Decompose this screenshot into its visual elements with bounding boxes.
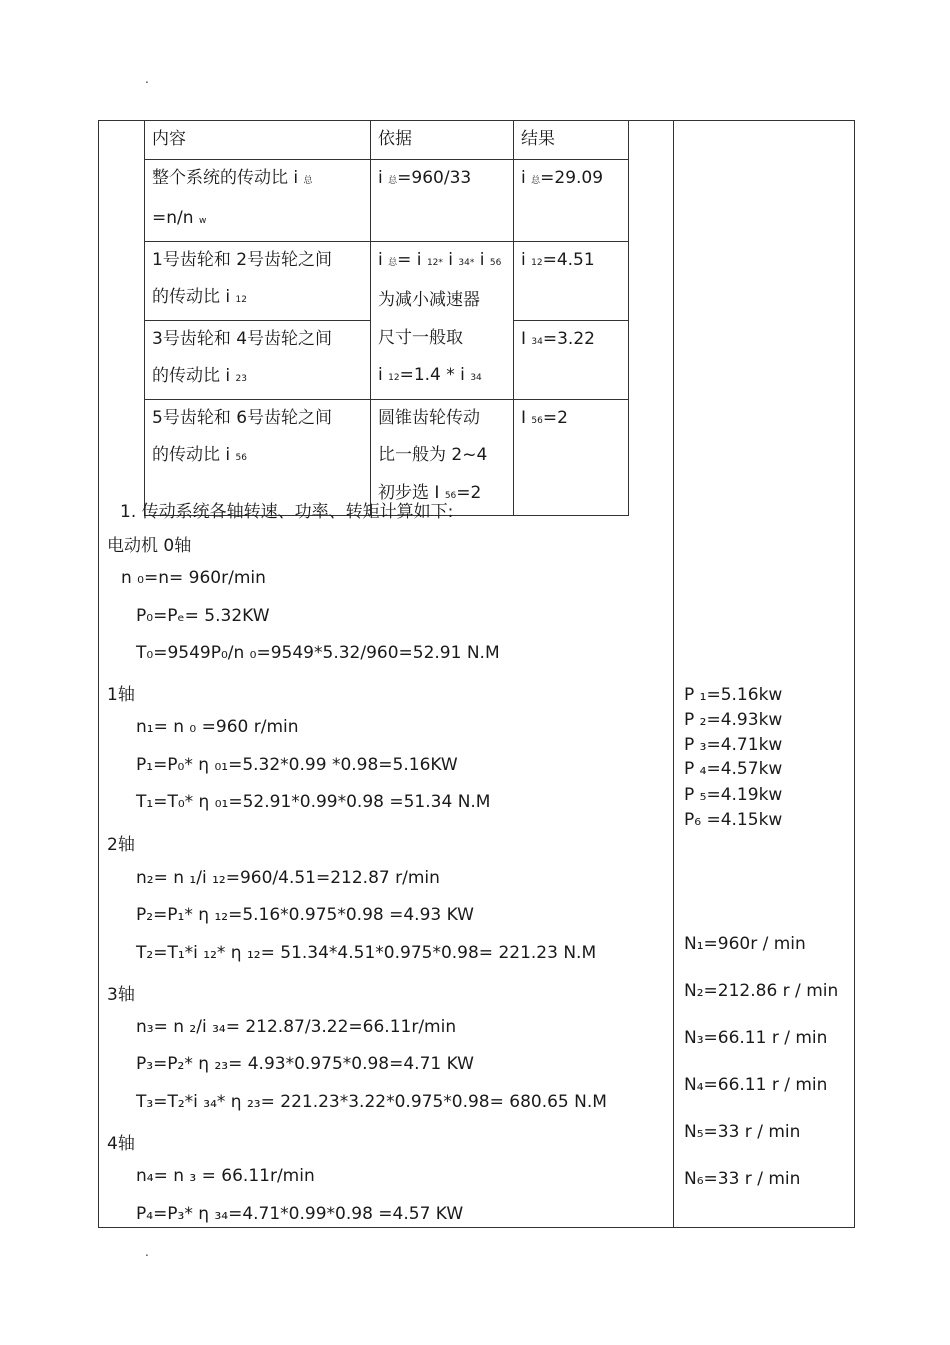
power-result: P ₄=4.57kw bbox=[684, 759, 783, 779]
row1-content-b: =n/n bbox=[152, 208, 199, 228]
row1-result-b: =29.09 bbox=[540, 167, 604, 188]
speed-result: N₄=66.11 r / min bbox=[684, 1075, 828, 1095]
basis-l1-b: = i bbox=[397, 249, 427, 270]
row4-content-a: 5号齿轮和 6号齿轮之间 bbox=[152, 407, 333, 428]
formula-line: P₀=Pₑ= 5.32KW bbox=[136, 606, 270, 626]
table-row bbox=[145, 241, 629, 320]
row3-content-a: 3号齿轮和 4号齿轮之间 bbox=[152, 328, 333, 349]
row4-content-sub: 56 bbox=[235, 453, 247, 463]
speed-result: N₂=212.86 r / min bbox=[684, 981, 839, 1001]
basis-l1-s1: 总 bbox=[388, 257, 398, 268]
speed-result: N₁=960r / min bbox=[684, 934, 806, 954]
row2-result-b: =4.51 bbox=[542, 249, 595, 270]
formula-line: T₁=T₀* η ₀₁=52.91*0.99*0.98 =51.34 N.M bbox=[136, 792, 491, 812]
formula-line: T₀=9549P₀/n ₀=9549*5.32/960=52.91 N.M bbox=[136, 643, 500, 663]
row4-result bbox=[514, 399, 629, 516]
row4-result-sub: 56 bbox=[531, 415, 543, 426]
row1-content-a: 整个系统的传动比 i bbox=[152, 167, 304, 188]
row2-result-a: i bbox=[521, 249, 532, 270]
speed-result: N₆=33 r / min bbox=[684, 1169, 801, 1189]
table-header-row bbox=[145, 121, 629, 160]
power-result: P ₃=4.71kw bbox=[684, 735, 783, 755]
speed-result: N₃=66.11 r / min bbox=[684, 1028, 828, 1048]
row3-content bbox=[145, 320, 371, 399]
row4-result-b: =2 bbox=[542, 407, 568, 428]
row1-result bbox=[514, 159, 629, 241]
basis-l1-c: i bbox=[442, 249, 459, 270]
row2-content-b: 的传动比 i bbox=[152, 287, 236, 307]
basis-l4-s2: 34 bbox=[470, 373, 482, 383]
formula-line: P₁=P₀* η ₀₁=5.32*0.99 *0.98=5.16KW bbox=[136, 755, 458, 775]
row2-result bbox=[514, 241, 629, 320]
formula-line: n ₀=n= 960r/min bbox=[121, 568, 266, 588]
speed-result: N₅=33 r / min bbox=[684, 1122, 801, 1142]
axis-heading: 电动机 0轴 bbox=[107, 536, 192, 556]
formula-line: T₂=T₁*i ₁₂* η ₁₂= 51.34*4.51*0.975*0.98= 221.23 N.M bbox=[136, 943, 597, 963]
row1-basis bbox=[371, 159, 514, 241]
power-result: P ₂=4.93kw bbox=[684, 710, 783, 730]
row1-content-b-sub: w bbox=[198, 216, 207, 226]
row3-content-sub: 23 bbox=[235, 374, 247, 384]
axis-heading: 2轴 bbox=[107, 835, 135, 855]
row2-content-sub: 12 bbox=[235, 295, 247, 305]
basis-l1-a: i bbox=[378, 249, 389, 270]
basis-merged bbox=[371, 241, 514, 399]
row3-result bbox=[514, 320, 629, 399]
row3-result-sub: 34 bbox=[531, 336, 543, 347]
header-basis: 依据 bbox=[371, 121, 514, 160]
ratio-table bbox=[144, 120, 629, 516]
formula-line: n₄= n ₃ = 66.11r/min bbox=[136, 1166, 315, 1186]
basis-l4-a: i bbox=[378, 365, 389, 385]
table-row bbox=[145, 159, 629, 241]
basis-l4-s1: 12 bbox=[388, 373, 400, 383]
row1-basis-sub: 总 bbox=[388, 175, 398, 186]
page-dot-bottom: . bbox=[145, 1245, 149, 1259]
row3-result-b: =3.22 bbox=[542, 328, 595, 349]
basis-l1-d: i bbox=[474, 249, 490, 270]
row4-basis-a: 圆锥齿轮传动 bbox=[378, 407, 480, 428]
row4-basis-c: 初步选 I bbox=[378, 482, 445, 503]
row4-result-a: I bbox=[521, 407, 532, 428]
basis-l2: 为减小减速器 bbox=[378, 290, 480, 310]
header-content: 内容 bbox=[145, 121, 371, 160]
row1-content bbox=[145, 159, 371, 241]
axis-heading: 4轴 bbox=[107, 1134, 135, 1154]
formula-line: n₃= n ₂/i ₃₄= 212.87/3.22=66.11r/min bbox=[136, 1017, 457, 1037]
power-result: P₆ =4.15kw bbox=[684, 810, 783, 830]
basis-l1-s3: 34* bbox=[458, 257, 475, 268]
row4-basis-sub: 56 bbox=[444, 490, 457, 501]
axis-heading: 1轴 bbox=[107, 685, 135, 705]
formula-line: T₃=T₂*i ₃₄* η ₂₃= 221.23*3.22*0.975*0.98= 680.65 N.M bbox=[136, 1092, 607, 1112]
formula-line: P₂=P₁* η ₁₂=5.16*0.975*0.98 =4.93 KW bbox=[136, 905, 474, 925]
section-title: 1. 传动系统各轴转速、功率、转矩计算如下: bbox=[120, 502, 454, 522]
formula-line: n₂= n ₁/i ₁₂=960/4.51=212.87 r/min bbox=[136, 868, 440, 888]
header-result: 结果 bbox=[514, 121, 629, 160]
basis-l3: 尺寸一般取 bbox=[378, 327, 463, 348]
row4-basis-d: =2 bbox=[456, 482, 482, 503]
row2-content bbox=[145, 241, 371, 320]
power-result: P ₁=5.16kw bbox=[684, 685, 783, 705]
row1-basis-a: i bbox=[378, 167, 389, 188]
row2-content-a: 1号齿轮和 2号齿轮之间 bbox=[152, 249, 333, 270]
row1-content-a-sub: 总 bbox=[303, 175, 313, 186]
row3-result-a: I bbox=[521, 328, 532, 349]
axis-heading: 3轴 bbox=[107, 985, 135, 1005]
page-dot-top: . bbox=[145, 72, 149, 86]
formula-line: P₃=P₂* η ₂₃= 4.93*0.975*0.98=4.71 KW bbox=[136, 1054, 474, 1074]
row1-result-a: i bbox=[521, 167, 532, 188]
row1-basis-b: =960/33 bbox=[397, 167, 472, 188]
row4-basis-b: 比一般为 2~4 bbox=[378, 445, 488, 465]
power-result: P ₅=4.19kw bbox=[684, 785, 783, 805]
row4-content-b: 的传动比 i bbox=[152, 445, 236, 465]
formula-line: n₁= n ₀ =960 r/min bbox=[136, 717, 299, 737]
row1-result-sub: 总 bbox=[531, 175, 541, 186]
row3-content-b: 的传动比 i bbox=[152, 366, 236, 386]
formula-line: P₄=P₃* η ₃₄=4.71*0.99*0.98 =4.57 KW bbox=[136, 1204, 464, 1224]
basis-l4-b: =1.4 * i bbox=[399, 365, 471, 385]
row2-result-sub: 12 bbox=[531, 257, 543, 268]
column-divider bbox=[673, 120, 674, 1228]
basis-l1-s2: 12* bbox=[426, 257, 443, 268]
basis-l1-s4: 56 bbox=[489, 257, 502, 268]
